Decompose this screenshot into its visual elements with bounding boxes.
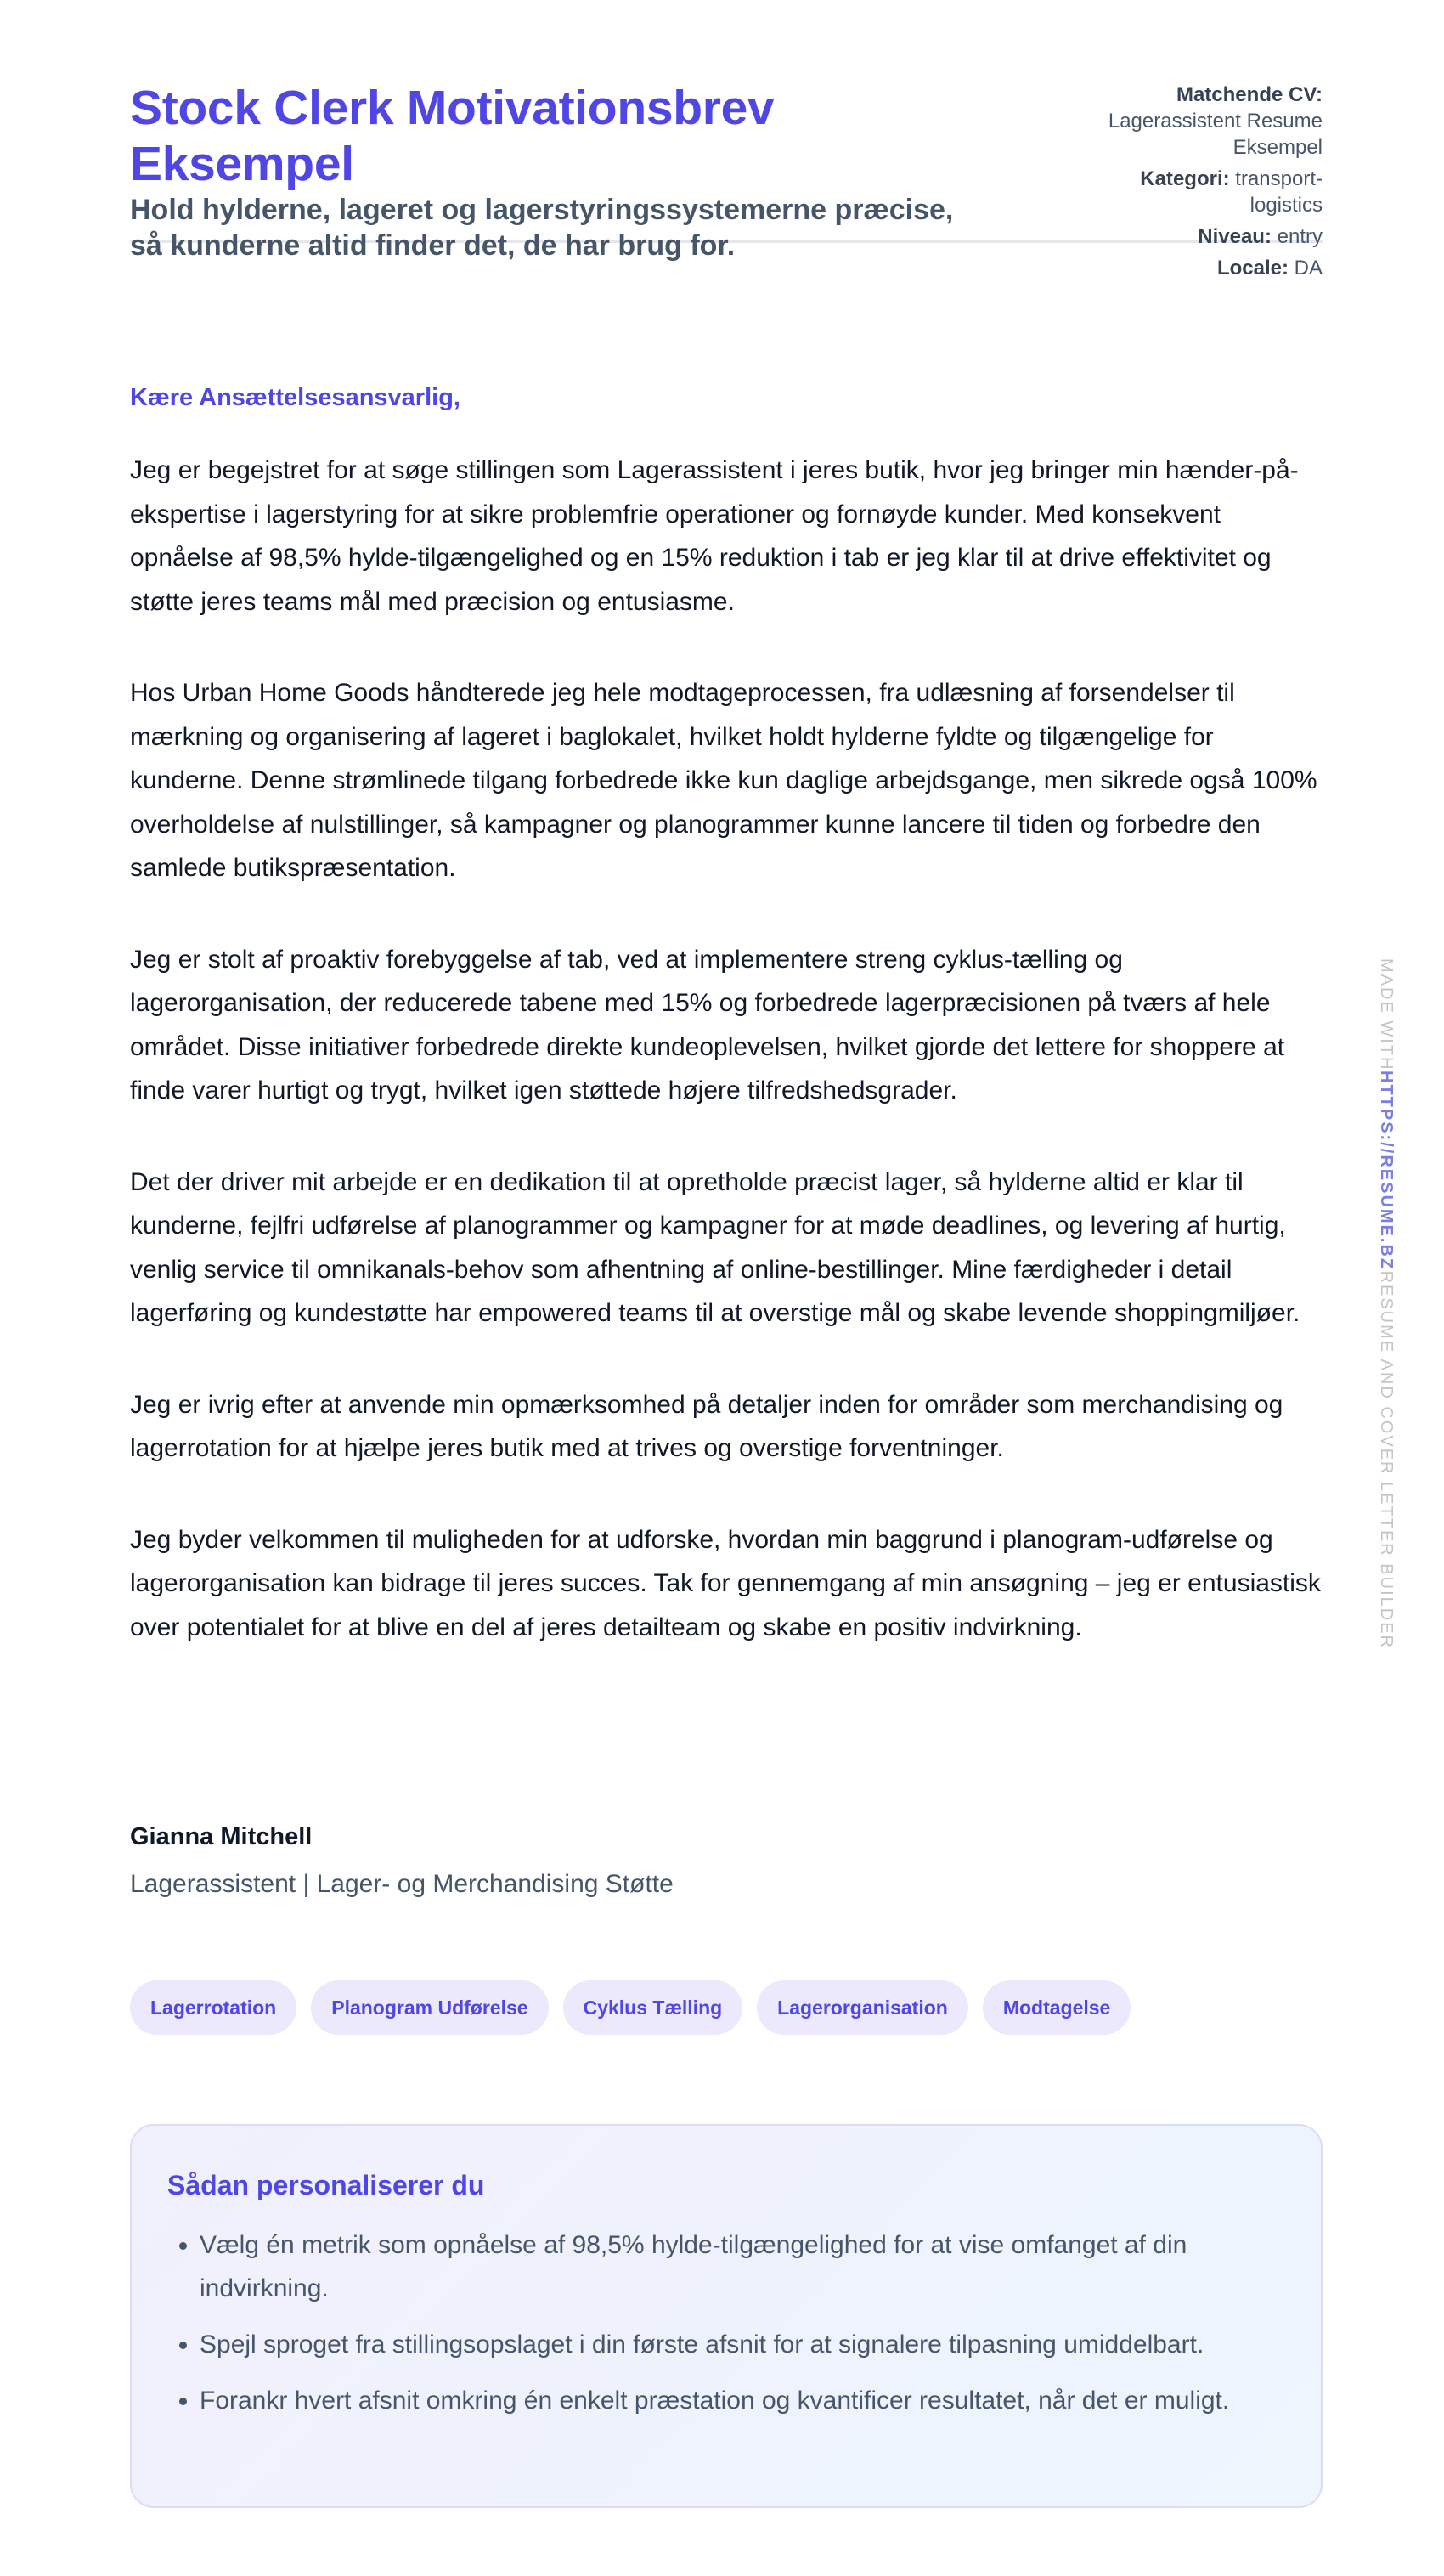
skill-tag-cyklus-taelling: Cyklus Tælling xyxy=(563,1980,743,2035)
tips-list-item: • Spejl sproget fra stillingsopslaget i din første afsnit for at signalere tilpasning umiddelbart. xyxy=(200,2323,1285,2366)
meta-panel xyxy=(1068,82,1323,286)
meta-level-label: Niveau: xyxy=(1198,225,1272,248)
letter-paragraph: Jeg er begejstret for at søge stillingen som Lagerassistent i jeres butik, hvor jeg bringer min hænder-på-ekspertise i lagerstyring for at sikre problemfrie operationer og fornøyde kunder. Med konsekvent opnåelse af 98,5% hylde-tilgængelighed og en 15% reduktion i tab er jeg klar til at drive effektivitet og støtte jeres teams mål med præcision og entusiasme. xyxy=(130,456,1299,616)
watermark-suffix: RESUME AND COVER LETTER BUILDER xyxy=(1377,1270,1396,1649)
meta-category-value: transport-logistics xyxy=(1235,167,1323,217)
page-title: Stock Clerk Motivationsbrev Eksempel xyxy=(130,81,775,191)
tips-list-item: • Vælg én metrik som opnåelse af 98,5% hylde-tilgængelighed for at vise omfanget af din indvirkning. xyxy=(200,2223,1285,2310)
tips-title: Sådan personaliserer du xyxy=(167,2170,485,2200)
page-header xyxy=(130,0,1323,280)
meta-locale xyxy=(1068,255,1323,281)
meta-level xyxy=(1068,223,1323,250)
skill-tag-lagerrotation: Lagerrotation xyxy=(130,1980,296,2035)
signature-name: Gianna Mitchell xyxy=(130,1823,313,1850)
meta-category-label: Kategori: xyxy=(1140,167,1230,190)
letter-paragraph: Jeg er ivrig efter at anvende min opmærksomhed på detaljer inden for områder som merchandising og lagerrotation for at hjælpe jeres butik med at trives og overstige forventninger. xyxy=(130,1390,1283,1462)
skill-tag-modtagelse: Modtagelse xyxy=(983,1980,1131,2035)
meta-matching-cv-label: Matchende CV: xyxy=(1176,83,1323,106)
meta-matching-cv xyxy=(1068,82,1323,161)
letter-paragraph: Det der driver mit arbejde er en dedikation til at opretholde præcist lager, så hylderne altid er klar til kunderne, fejlfri udførelse af planogrammer og kampagner for at møde deadlines, og levering af hurtig, venlig service til omnikanals-behov som afhentning af online-bestillinger. Mine færdigheder i detail lagerføring og kundestøtte har empowered teams til at overstige mål og skabe levende shoppingmiljøer. xyxy=(130,1167,1300,1327)
meta-level-value: entry xyxy=(1277,225,1323,248)
skill-tag-lagerorganisation: Lagerorganisation xyxy=(757,1980,968,2035)
letter-paragraph: Hos Urban Home Goods håndterede jeg hele modtageprocessen, fra udlæsning af forsendelser til mærkning og organisering af lageret i baglokalet, hvilket holdt hylderne fyldte og tilgængelige for kunderne. Denne strømlinede tilgang forbedrede ikke kun daglige arbejdsgange, men sikrede også 100% overholdelse af nulstillinger, så kampagner og planogrammer kunne lancere til tiden og forbedre den samlede butikspræsentation. xyxy=(130,679,1317,882)
meta-matching-cv-value: Lagerassistent Resume Eksempel xyxy=(1108,110,1323,159)
meta-locale-label: Locale: xyxy=(1216,257,1289,280)
watermark-link[interactable]: HTTPS://RESUME.BZ xyxy=(1377,1071,1396,1271)
letter-body xyxy=(130,449,1323,1697)
letter-paragraph: Jeg er stolt af proaktiv forebyggelse af tab, ved at implementere streng cyklus-tælling og lagerorganisation, der reducerede tabene med 15% og forbedrede lagerpræcisionen på tværs af hele området. Disse initiativer forbedrede direkte kundeoplevelsen, hvilket gjorde det lettere for shoppere at finde varer hurtigt og trygt, hvilket igen støttede højere tilfredshedsgrader. xyxy=(130,945,1285,1104)
tips-list xyxy=(167,2223,1285,2422)
skill-tag-planogram: Planogram Udførelse xyxy=(311,1980,548,2035)
watermark-prefix: MADE WITH xyxy=(1377,958,1396,1071)
personalize-tips-box xyxy=(130,2124,1323,2508)
skill-tags xyxy=(130,1980,1131,2035)
letter-paragraph: Jeg byder velkommen til muligheden for at udforske, hvordan min baggrund i planogram-udførelse og lagerorganisation kan bidrage til jeres succes. Tak for gennemgang af min ansøgning – jeg er entusiastisk over potentialet for at blive en del af jeres detailteam og skabe en positiv indvirkning. xyxy=(130,1525,1321,1641)
salutation: Kære Ansættelsesansvarlig, xyxy=(130,384,460,411)
signature-block xyxy=(130,1818,674,1903)
tips-list-item: • Forankr hvert afsnit omkring én enkelt præstation og kvantificer resultatet, når det er muligt. xyxy=(200,2379,1285,2422)
page-subtitle: Hold hylderne, lageret og lagerstyringssystemerne præcise, så kunderne altid finder det, de har brug for. xyxy=(130,194,954,262)
meta-locale-value: DA xyxy=(1294,257,1323,280)
cover-letter-page xyxy=(130,0,1323,2415)
meta-category xyxy=(1068,166,1323,218)
vertical-watermark xyxy=(1376,958,1396,1649)
signature-role: Lagerassistent | Lager- og Merchandising Støtte xyxy=(130,1870,674,1898)
